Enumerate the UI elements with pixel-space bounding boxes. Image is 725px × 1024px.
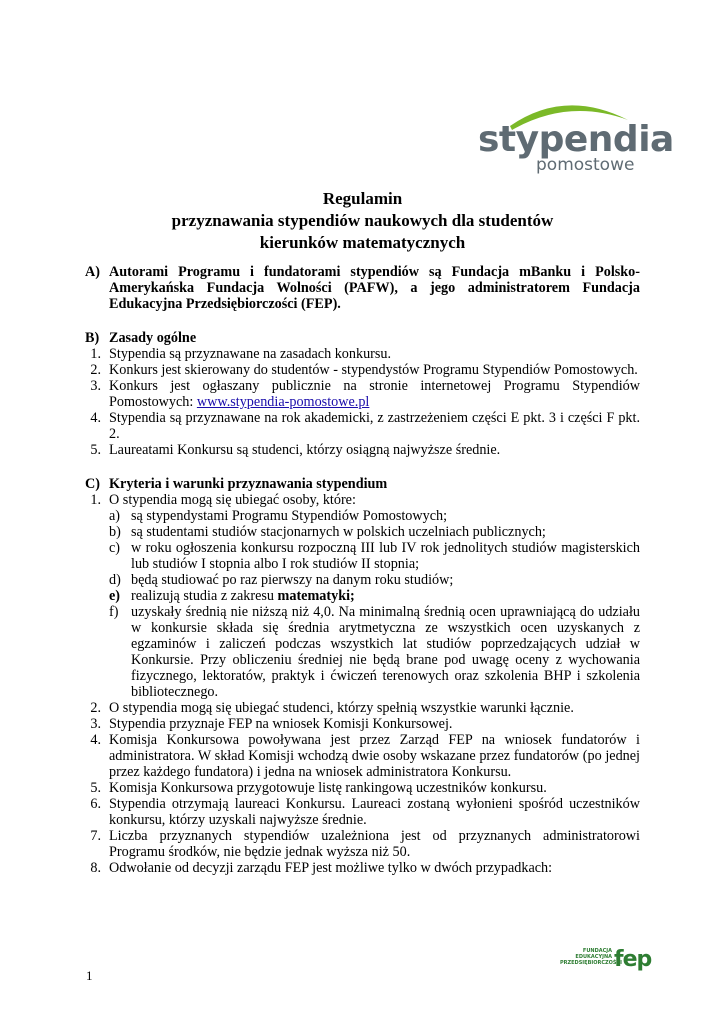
logo-sub-text: pomostowe (536, 155, 635, 175)
page-number: 1 (86, 968, 93, 983)
section-b-heading: Zasady ogólne (109, 330, 197, 346)
fep-logo-text: FUNDACJA EDUKACYJNA PRZEDSIĘBIORCZOŚCI (560, 948, 623, 966)
title-line-2: przyznawania stypendiów naukowych dla studentów (171, 211, 554, 230)
title-line-3: kierunków matematycznych (259, 233, 466, 252)
list-item: 5. Laureatami Konkursu są studenci, którzy osiągną najwyższe średnie. (90, 442, 501, 458)
list-item: 2. Konkurs jest skierowany do studentów - stypendystów Programu Stypendiów Pomostowych. (90, 362, 638, 378)
website-link[interactable]: www.stypendia-pomostowe.pl (196, 394, 370, 410)
fep-logo-mark: fep (614, 947, 652, 972)
sub-item: d) będą studiować po raz pierwszy na danym roku studiów; (109, 572, 454, 588)
section-c-letter: C) (85, 476, 100, 492)
title-line-1: Regulamin (322, 189, 403, 208)
sub-item: c) w roku ogłoszenia konkursu rozpoczną III lub IV rok jednolitych studiów magisterskich lub studiów I stopnia albo I rok studiów II stopnia; (109, 540, 640, 572)
list-item: 7. Liczba przyznanych stypendiów uzależniona jest od przyznanych administratorowi Programu środków, nie będzie jednak wyższa niż 50. (90, 828, 640, 860)
section-c-heading: Kryteria i warunki przyznawania stypendium (109, 476, 388, 492)
sub-item: f) uzyskały średnią nie niższą niż 4,0. Na minimalną średnią ocen uprawniającą do udziału w konkursie składa się średnia arytmetyczna ze wszystkich ocen uzyskanych z egzaminów i zaliczeń podczas wszystkich lat studiów poprzedzających udział w Konkursie. Przy obliczeniu średniej nie będą brane pod uwagę oceny z wychowania fizycznego, lektoratów, praktyk i ćwiczeń terenowych oraz szkolenia BHP i szkolenia bibliotecznego. (109, 604, 640, 700)
section-b (85, 330, 640, 458)
list-item: 5. Komisja Konkursowa przygotowuje listę rankingową uczestników konkursu. (90, 780, 547, 796)
section-c (85, 476, 640, 876)
list-item: 6. Stypendia otrzymają laureaci Konkursu. Laureaci zostaną wyłonieni spośród uczestników konkursu, którzy uzyskali najwyższe średnie. (90, 796, 640, 828)
section-a-text: Autorami Programu i fundatorami stypendiów są Fundacja mBanku i Polsko-Amerykańska Fundacja Wolności (PAFW), a jego administratorem Fundacja Edukacyjna Przedsiębiorczości (FEP). (109, 264, 640, 312)
list-item: 3. Konkurs jest ogłaszany publicznie na stronie internetowej Programu Stypendiów Pomostowych: www.stypendia-pomostowe.pl (90, 378, 640, 410)
section-a (85, 264, 640, 312)
document-body (85, 264, 640, 876)
list-item: 4. Stypendia są przyznawane na rok akademicki, z zastrzeżeniem części E pkt. 3 i części F pkt. 2. (90, 410, 640, 442)
list-item: 1. O stypendia mogą się ubiegać osoby, które: a) są stypendystami Programu Stypendiów Pomostowych; b) są studentami studiów stacjonarnych w polskich uczelniach publicznych; c) w roku ogłoszenia konkursu rozpoczną III lub IV rok jednolitych studiów magisterskich lub studiów I stopnia albo I rok studiów II stopnia; d) będą studiować po raz pierwszy na danym roku studiów; e) realizują studia z zakresu matematyki; f) uzyskały średnią nie niższą niż 4,0. Na minimalną średnią ocen uprawniającą do udziału w konkursie składa się średnia arytmetyczna ze wszystkich ocen uzyskanych z egzaminów i zaliczeń podczas wszystkich lat studiów poprzedzających udział w Konkursie. Przy obliczeniu średniej nie będą brane pod uwagę oceny z wychowania fizycznego, lektoratów, praktyk i ćwiczeń terenowych oraz szkolenia BHP i szkolenia bibliotecznego. (90, 492, 640, 700)
stypendia-pomostowe-logo (470, 96, 674, 176)
sub-item: e) realizują studia z zakresu matematyki; (109, 588, 355, 604)
list-item: 4. Komisja Konkursowa powoływana jest przez Zarząd FEP na wniosek fundatorów i administratora. W skład Komisji wchodzą dwie osoby wskazane przez fundatorów (po jednej przez każdego fundatora) i jedna na wniosek administratora Konkursu. (90, 732, 640, 780)
logo-main-text: stypendia (478, 119, 674, 160)
list-item: 3. Stypendia przyznaje FEP na wniosek Komisji Konkursowej. (90, 716, 453, 732)
sub-item: b) są studentami studiów stacjonarnych w polskich uczelniach publicznych; (109, 524, 546, 540)
document-title (80, 188, 645, 254)
list-item: 1. Stypendia są przyznawane na zasadach konkursu. (90, 346, 392, 362)
sub-item: a) są stypendystami Programu Stypendiów Pomostowych; (109, 508, 448, 524)
fep-logo (560, 947, 652, 976)
section-b-letter: B) (85, 330, 100, 346)
list-item: 8. Odwołanie od decyzji zarządu FEP jest możliwe tylko w dwóch przypadkach: (90, 860, 553, 876)
list-item: 2. O stypendia mogą się ubiegać studenci, którzy spełnią wszystkie warunki łącznie. (90, 700, 574, 716)
section-a-letter: A) (85, 264, 100, 280)
